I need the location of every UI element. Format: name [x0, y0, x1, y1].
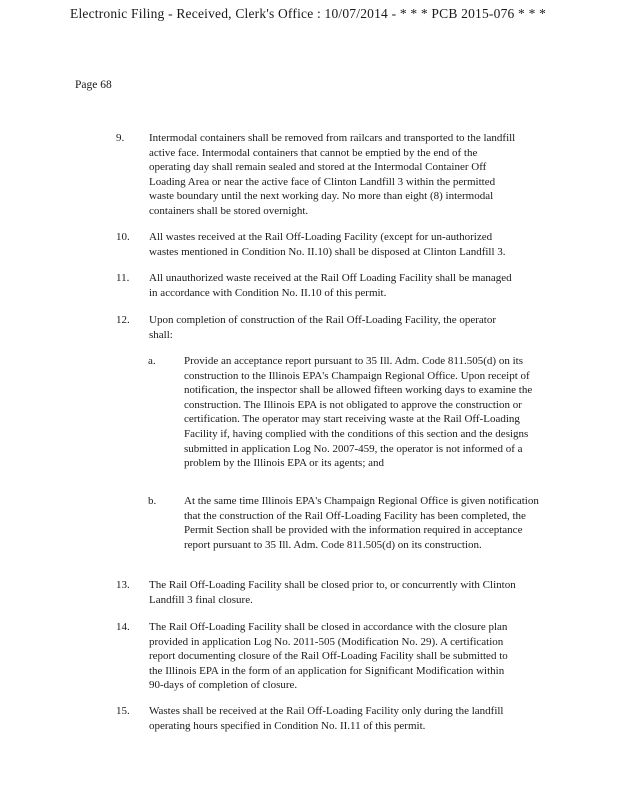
- condition-text: Upon completion of construction of the Rail Off-Loading Facility, the operator shall:: [149, 314, 497, 341]
- condition-number: 13.: [116, 579, 130, 591]
- condition-11: [116, 271, 516, 300]
- condition-number: 9.: [116, 132, 125, 144]
- condition-text: The Rail Off-Loading Facility shall be closed in accordance with the closure plan provided in application Log No. 2011-505 (Modification No. 29). A certification report documenting closure of the Rail Off-Loading Facility shall be submitted to the Illinois EPA in the form of an application for Significant Modification within 90-days of completion of closure.: [149, 621, 508, 692]
- condition-text: Intermodal containers shall be removed from railcars and transported to the landfill active face. Intermodal containers that cannot be emptied by the end of the operating day shall remain sealed and stored at the Intermodal Container Off Loading Area or near the active face of Clinton Landfill 3 within the permitted waste boundary until the next working day. No more than eight (8) intermodal containers shall be stored overnight.: [149, 132, 516, 217]
- condition-text: Wastes shall be received at the Rail Off-Loading Facility only during the landfill operating hours specified in Condition No. II.11 of this permit.: [149, 705, 504, 732]
- condition-number: 14.: [116, 621, 130, 633]
- subitem-letter: b.: [148, 495, 157, 507]
- condition-text: All wastes received at the Rail Off-Loading Facility (except for un-authorized wastes mentioned in Condition No. II.10) shall be disposed at Clinton Landfill 3.: [149, 231, 506, 258]
- condition-number: 15.: [116, 705, 130, 717]
- condition-number: 10.: [116, 231, 130, 243]
- condition-number: 12.: [116, 314, 130, 326]
- condition-text: All unauthorized waste received at the Rail Off Loading Facility shall be managed in accordance with Condition No. II.10 of this permit.: [149, 272, 512, 299]
- condition-15: [116, 704, 516, 733]
- condition-12: [116, 313, 516, 342]
- subitem-text: At the same time Illinois EPA's Champaign Regional Office is given notification that the construction of the Rail Off-Loading Facility has been completed, the Permit Section shall be provided with the information required in acceptance report pursuant to 35 Ill. Adm. Code 811.505(d) on its construction.: [184, 495, 539, 551]
- condition-10: [116, 230, 516, 259]
- condition-12a: [148, 354, 548, 471]
- condition-12b: [148, 494, 548, 552]
- subitem-text: Provide an acceptance report pursuant to 35 Ill. Adm. Code 811.505(d) on its construction to the Illinois EPA's Champaign Regional Office. Upon receipt of notification, the inspector shall be allowed fifteen working days to examine the construction. The Illinois EPA is not obligated to approve the construction or certification. The operator may start receiving waste at the Rail Off-Loading Facility if, having complied with the conditions of this section and the designs submitted in application Log No. 2007-459, the operator is not informed of a problem by the Illinois EPA or its agents; and: [184, 355, 533, 470]
- subitem-letter: a.: [148, 355, 156, 367]
- condition-14: [116, 620, 516, 693]
- condition-number: 11.: [116, 272, 130, 284]
- condition-13: [116, 578, 516, 607]
- page-number: Page 68: [75, 79, 112, 91]
- condition-9: [116, 131, 516, 219]
- condition-text: The Rail Off-Loading Facility shall be closed prior to, or concurrently with Clinton Landfill 3 final closure.: [149, 579, 516, 606]
- filing-header: Electronic Filing - Received, Clerk's Office : 10/07/2014 - * * * PCB 2015-076 * * *: [70, 6, 547, 21]
